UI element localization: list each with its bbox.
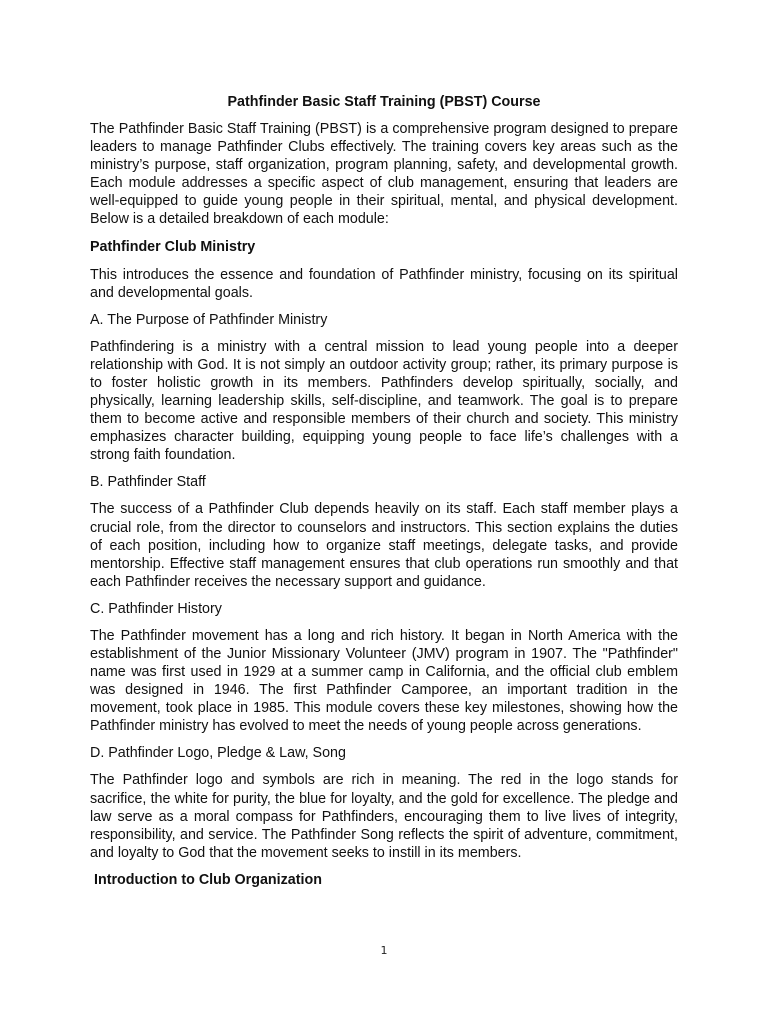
subsection-body-purpose: Pathfindering is a ministry with a central mission to lead young people into a deeper relationship with God. It is not simply an outdoor activity group; rather, its primary purpose is to foster holistic growth in its members. Pathfinders develop spiritually, socially, and physically, learning leadership skills, self-discipline, and teamwork. The goal is to prepare them to become active and responsible members of their church and society. This ministry emphasizes character building, equipping young people to face life’s challenges with a strong faith foundation. <box>90 338 678 464</box>
intro-paragraph: The Pathfinder Basic Staff Training (PBST) is a comprehensive program designed to prepare leaders to manage Pathfinder Clubs effectively. The training covers key areas such as the ministry’s purpose, staff organization, program planning, safety, and developmental growth. Each module addresses a specific aspect of club management, ensuring that leaders are well-equipped to guide young people in their spiritual, mental, and physical development. Below is a detailed breakdown of each module: <box>90 121 678 228</box>
subsection-body-history: The Pathfinder movement has a long and rich history. It began in North America with the establishment of the Junior Missionary Volunteer (JMV) program in 1907. The "Pathfinder" name was first used in 1929 at a summer camp in California, and the official club emblem was designed in 1946. The first Pathfinder Camporee, an important tradition in the movement, took place in 1985. This module covers these key milestones, showing how the Pathfinder ministry has evolved to meet the needs of young people across generations. <box>90 627 678 735</box>
section-heading-club-organization: Introduction to Club Organization <box>94 871 322 888</box>
document-title: Pathfinder Basic Staff Training (PBST) Course <box>227 94 541 110</box>
subsection-heading-logo-pledge-law-song: D. Pathfinder Logo, Pledge & Law, Song <box>90 745 346 762</box>
subsection-heading-purpose: A. The Purpose of Pathfinder Ministry <box>90 311 328 328</box>
page-number: 1 <box>380 944 388 957</box>
section-heading-club-ministry: Pathfinder Club Ministry <box>90 238 256 255</box>
subsection-body-logo-pledge-law-song: The Pathfinder logo and symbols are rich in meaning. The red in the logo stands for sacrifice, the white for purity, the blue for loyalty, and the gold for excellence. The pledge and law serve as a moral compass for Pathfinders, encouraging them to live lives of integrity, responsibility, and service. The Pathfinder Song reflects the spirit of adventure, commitment, and loyalty to God that the movement seeks to instill in its members. <box>90 772 678 861</box>
subsection-body-staff: The success of a Pathfinder Club depends heavily on its staff. Each staff member plays a crucial role, from the director to counselors and instructors. This section explains the duties of each position, including how to organize staff meetings, delegate tasks, and provide mentorship. Effective staff management ensures that club operations run smoothly and that each Pathfinder receives the necessary support and guidance. <box>90 501 678 590</box>
page-content <box>90 93 678 899</box>
subsection-heading-staff: B. Pathfinder Staff <box>90 474 206 491</box>
section-intro-paragraph: This introduces the essence and foundation of Pathfinder ministry, focusing on its spiritual and developmental goals. <box>90 266 678 301</box>
subsection-heading-history: C. Pathfinder History <box>90 600 222 617</box>
